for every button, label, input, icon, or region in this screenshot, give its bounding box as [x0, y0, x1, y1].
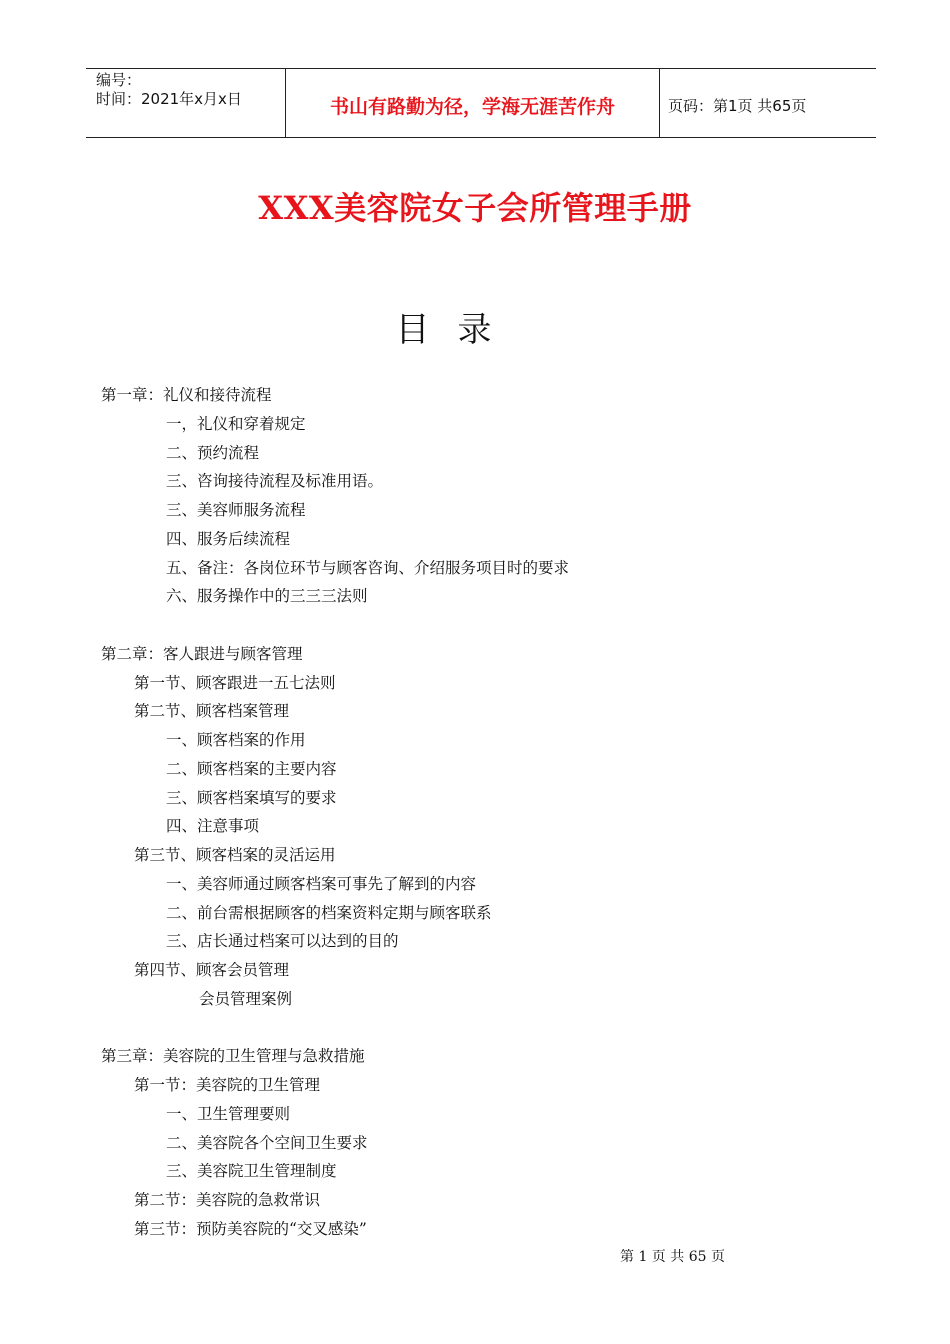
toc-section: 第一节：美容院的卫生管理: [134, 1076, 321, 1094]
toc-item: 二、顾客档案的主要内容: [166, 759, 337, 778]
document-title: XXX美容院女子会所管理手册: [258, 189, 692, 227]
toc-item: 三、顾客档案填写的要求: [166, 788, 337, 807]
toc-item: 一、美容师通过顾客档案可事先了解到的内容: [166, 874, 477, 893]
toc-item: 二、前台需根据顾客的档案资料定期与顾客联系: [166, 903, 492, 922]
toc-item: 三、美容师服务流程: [166, 501, 306, 519]
toc-item: 三、店长通过档案可以达到的目的: [166, 932, 399, 951]
toc-section: 第三节、顾客档案的灵活运用: [134, 846, 336, 864]
toc-item: 三、咨询接待流程及标准用语。: [166, 472, 384, 491]
toc-item: 二、预约流程: [166, 443, 260, 462]
toc-item: 六、服务操作中的三三三法则: [166, 587, 368, 606]
toc-item: 二、美容院各个空间卫生要求: [166, 1133, 368, 1152]
toc-item: 四、服务后续流程: [166, 529, 291, 548]
toc-item: 一、卫生管理要则: [166, 1104, 291, 1123]
time-label: 时间：2021年x月x日: [96, 90, 242, 108]
toc-item: 三、美容院卫生管理制度: [166, 1162, 337, 1181]
serial-label: 编号：: [96, 71, 142, 89]
toc-chapter: 第三章：美容院的卫生管理与急救措施: [101, 1047, 365, 1066]
toc-chapter: 第二章：客人跟进与顾客管理: [101, 644, 303, 663]
toc-chapter: 第一章：礼仪和接待流程: [101, 386, 272, 404]
toc-section: 第二节：美容院的急救常识: [134, 1191, 321, 1209]
toc-item: 一、顾客档案的作用: [166, 731, 306, 749]
page-header: [86, 68, 876, 138]
toc-section: 第一节、顾客跟进一五七法则: [134, 673, 336, 692]
toc-item: 四、注意事项: [166, 817, 260, 836]
toc-item: 会员管理案例: [199, 989, 293, 1008]
page-footer: 第 1 页 共 65 页: [620, 1249, 725, 1265]
header-motto: 书山有路勤为径，学海无涯苦作舟: [286, 69, 660, 137]
toc-heading: 目录: [395, 310, 520, 350]
toc-section: 第二节、顾客档案管理: [134, 702, 290, 721]
header-page-info: 页码：第1页 共65页: [668, 96, 807, 115]
toc-section: 第四节、顾客会员管理: [134, 961, 290, 979]
toc-item: 一，礼仪和穿着规定: [166, 414, 306, 433]
toc-item: 五、备注：各岗位环节与顾客咨询、介绍服务项目时的要求: [166, 558, 570, 577]
toc-section: 第三节：预防美容院的“交叉感染”: [134, 1219, 367, 1238]
header-meta: [86, 69, 286, 137]
